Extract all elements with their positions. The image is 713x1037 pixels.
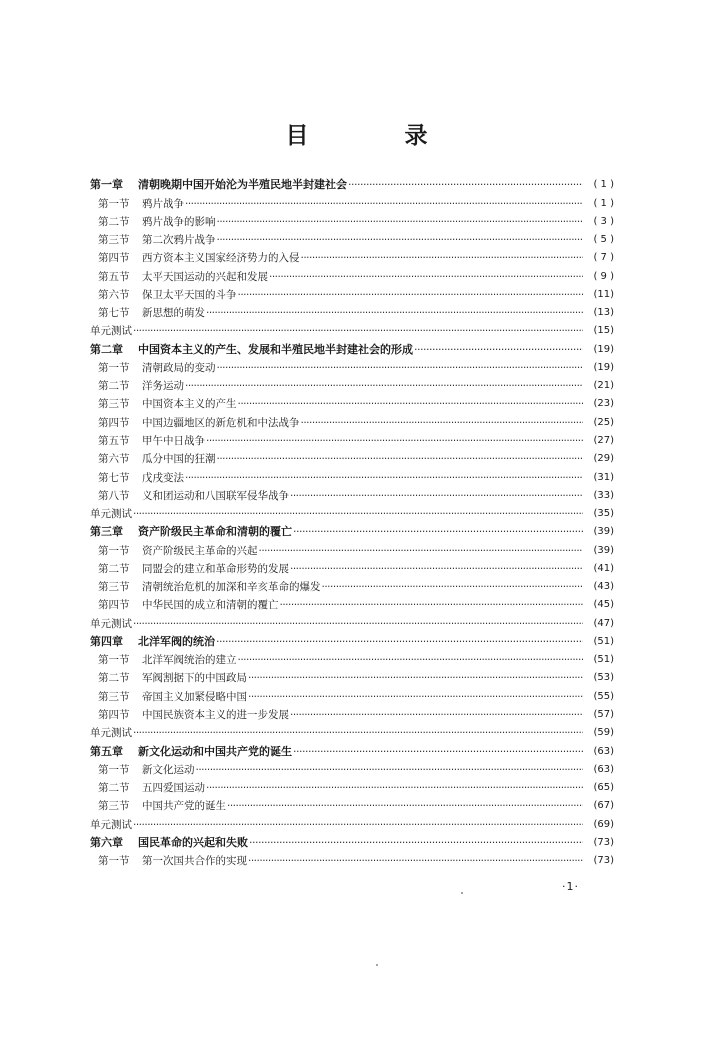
- toc-page-reference: (21): [593, 380, 614, 392]
- toc-page-reference: (45): [593, 599, 614, 611]
- toc-entry-number: 第四节: [98, 252, 130, 265]
- leader-dots: [216, 635, 583, 649]
- toc-entry-title: 新文化运动和中国共产党的诞生: [138, 744, 292, 758]
- toc-entry-title: 中华民国的成立和清朝的覆亡: [142, 599, 279, 612]
- toc-entry-title: 新文化运动: [142, 763, 195, 776]
- toc-entry-title: 中国资本主义的产生、发展和半殖民地半封建社会的形成: [138, 342, 413, 356]
- toc-section-entry: [90, 759, 614, 777]
- toc-page-reference: (39): [593, 526, 614, 538]
- leader-dots: [133, 617, 583, 631]
- leader-dots: [248, 690, 583, 704]
- leader-dots: [248, 671, 583, 685]
- leader-dots: [206, 434, 583, 448]
- toc-page-reference: ( 5 ): [593, 234, 614, 246]
- toc-entry-title: 清朝政局的变动: [142, 361, 216, 374]
- toc-entry-number: 第四节: [98, 599, 130, 612]
- toc-section-entry: [90, 357, 614, 375]
- leader-dots: [280, 598, 584, 612]
- toc-entry-title: 鸦片战争的影响: [142, 215, 216, 228]
- toc-entry-title: 单元测试: [90, 727, 132, 740]
- leader-dots: [293, 525, 583, 539]
- leader-dots: [206, 781, 583, 795]
- toc-section-entry: [90, 192, 614, 210]
- toc-entry-number: 第一章: [90, 178, 123, 192]
- toc-page-reference: (51): [593, 654, 614, 666]
- toc-entry-number: 第一节: [98, 197, 130, 210]
- toc-section-entry: [90, 558, 614, 576]
- leader-dots: [248, 854, 583, 868]
- leader-dots: [133, 507, 583, 521]
- toc-page-reference: (11): [593, 288, 614, 300]
- toc-entry-title: 资产阶级民主革命的兴起: [142, 544, 258, 557]
- toc-entry-title: 中国边疆地区的新危机和中法战争: [142, 416, 300, 429]
- leader-dots: [290, 562, 583, 576]
- toc-page-reference: (73): [593, 836, 614, 848]
- toc-entry-title: 清朝统治危机的加深和辛亥革命的爆发: [142, 581, 321, 594]
- toc-entry-title: 同盟会的建立和革命形势的发展: [142, 562, 289, 575]
- toc-page-reference: (59): [593, 727, 614, 739]
- toc-page-reference: (67): [593, 800, 614, 812]
- toc-page-reference: (35): [593, 508, 614, 520]
- toc-section-entry: [90, 448, 614, 466]
- toc-page-reference: (39): [593, 544, 614, 556]
- leader-dots: [185, 379, 583, 393]
- toc-chapter-entry: [90, 174, 614, 192]
- leader-dots: [217, 215, 584, 229]
- toc-section-entry: [90, 430, 614, 448]
- toc-entry-title: 单元测试: [90, 818, 132, 831]
- toc-entry-title: 帝国主义加紧侵略中国: [142, 690, 247, 703]
- toc-page-reference: (73): [593, 855, 614, 867]
- toc-page-reference: (33): [593, 489, 614, 501]
- toc-page-reference: ( 9 ): [593, 270, 614, 282]
- toc-page-reference: (51): [593, 635, 614, 647]
- leader-dots: [238, 397, 584, 411]
- toc-entry-number: 第一节: [98, 654, 130, 667]
- toc-entry-number: 第四章: [90, 634, 123, 648]
- toc-section-entry: [90, 485, 614, 503]
- leader-dots: [348, 178, 583, 192]
- toc-entry-number: 第三节: [98, 234, 130, 247]
- toc-test-entry: [90, 813, 614, 831]
- toc-page-reference: (65): [593, 782, 614, 794]
- toc-entry-title: 北洋军阀的统治: [138, 634, 215, 648]
- toc-section-entry: [90, 576, 614, 594]
- toc-section-entry: [90, 777, 614, 795]
- toc-entry-title: 瓜分中国的狂潮: [142, 453, 216, 466]
- toc-section-entry: [90, 265, 614, 283]
- toc-section-entry: [90, 685, 614, 703]
- leader-dots: [133, 324, 583, 338]
- page-number: ·1·: [562, 880, 579, 893]
- leader-dots: [206, 306, 583, 320]
- toc-entry-number: 第四节: [98, 708, 130, 721]
- toc-entry-title: 北洋军阀统治的建立: [142, 654, 237, 667]
- leader-dots: [185, 471, 583, 485]
- toc-entry-number: 第三节: [98, 800, 130, 813]
- toc-entry-number: 第六节: [98, 453, 130, 466]
- toc-section-entry: [90, 247, 614, 265]
- table-of-contents: [90, 174, 614, 868]
- toc-entry-title: 保卫太平天国的斗争: [142, 288, 237, 301]
- toc-entry-number: 第一节: [98, 763, 130, 776]
- toc-entry-number: 第六章: [90, 835, 123, 849]
- toc-entry-title: 甲午中日战争: [142, 434, 205, 447]
- toc-test-entry: [90, 320, 614, 338]
- toc-page-reference: (57): [593, 708, 614, 720]
- toc-entry-number: 第七节: [98, 307, 130, 320]
- toc-entry-title: 第一次国共合作的实现: [142, 855, 247, 868]
- toc-test-entry: [90, 612, 614, 630]
- toc-page-reference: (19): [593, 361, 614, 373]
- leader-dots: [196, 763, 584, 777]
- page-title: 目 录: [285, 123, 472, 149]
- toc-section-entry: [90, 284, 614, 302]
- leader-dots: [238, 288, 584, 302]
- toc-entry-number: 第二章: [90, 342, 123, 356]
- toc-section-entry: [90, 649, 614, 667]
- toc-chapter-entry: [90, 631, 614, 649]
- toc-section-entry: [90, 393, 614, 411]
- toc-section-entry: [90, 539, 614, 557]
- toc-test-entry: [90, 503, 614, 521]
- toc-page-reference: (43): [593, 581, 614, 593]
- toc-entry-number: 第三节: [98, 398, 130, 411]
- toc-entry-title: 第二次鸦片战争: [142, 234, 216, 247]
- toc-entry-title: 戊戌变法: [142, 471, 184, 484]
- toc-page-reference: (53): [593, 672, 614, 684]
- leader-dots: [238, 653, 584, 667]
- leader-dots: [185, 197, 583, 211]
- toc-page-reference: (27): [593, 434, 614, 446]
- toc-entry-number: 第一节: [98, 361, 130, 374]
- leader-dots: [322, 580, 584, 594]
- toc-chapter-entry: [90, 832, 614, 850]
- toc-entry-title: 单元测试: [90, 508, 132, 521]
- toc-section-entry: [90, 850, 614, 868]
- leader-dots: [133, 726, 583, 740]
- toc-entry-title: 中国共产党的诞生: [142, 800, 226, 813]
- toc-chapter-entry: [90, 338, 614, 356]
- toc-section-entry: [90, 375, 614, 393]
- toc-page-reference: (47): [593, 617, 614, 629]
- leader-dots: [259, 544, 584, 558]
- scan-speck: [461, 892, 463, 894]
- leader-dots: [290, 489, 583, 503]
- toc-section-entry: [90, 704, 614, 722]
- toc-entry-number: 第八节: [98, 489, 130, 502]
- toc-page-reference: (63): [593, 763, 614, 775]
- toc-page-reference: ( 1 ): [593, 197, 614, 209]
- toc-page-reference: (29): [593, 453, 614, 465]
- toc-chapter-entry: [90, 740, 614, 758]
- toc-entry-number: 第五节: [98, 270, 130, 283]
- toc-section-entry: [90, 411, 614, 429]
- toc-entry-title: 资产阶级民主革命和清朝的覆亡: [138, 525, 292, 539]
- leader-dots: [301, 251, 584, 265]
- toc-entry-number: 第七节: [98, 471, 130, 484]
- toc-entry-number: 第五章: [90, 744, 123, 758]
- toc-chapter-entry: [90, 521, 614, 539]
- toc-page-reference: (15): [593, 325, 614, 337]
- toc-page-reference: ( 7 ): [593, 252, 614, 264]
- toc-entry-title: 义和团运动和八国联军侵华战争: [142, 489, 289, 502]
- leader-dots: [217, 361, 584, 375]
- toc-entry-title: 中国资本主义的产生: [142, 398, 237, 411]
- toc-page-reference: ( 3 ): [593, 215, 614, 227]
- toc-entry-number: 第六节: [98, 288, 130, 301]
- toc-page-reference: (55): [593, 690, 614, 702]
- leader-dots: [249, 836, 583, 850]
- toc-entry-number: 第三节: [98, 690, 130, 703]
- toc-page-reference: (41): [593, 562, 614, 574]
- toc-entry-title: 单元测试: [90, 617, 132, 630]
- toc-entry-title: 五四爱国运动: [142, 782, 205, 795]
- toc-entry-number: 第二节: [98, 672, 130, 685]
- toc-page-reference: (13): [593, 307, 614, 319]
- leader-dots: [217, 452, 584, 466]
- leader-dots: [227, 799, 583, 813]
- toc-section-entry: [90, 229, 614, 247]
- toc-entry-title: 国民革命的兴起和失败: [138, 835, 248, 849]
- toc-page-reference: (23): [593, 398, 614, 410]
- toc-entry-number: 第三节: [98, 581, 130, 594]
- toc-entry-number: 第五节: [98, 434, 130, 447]
- toc-entry-number: 第一节: [98, 855, 130, 868]
- toc-section-entry: [90, 795, 614, 813]
- toc-entry-number: 第二节: [98, 782, 130, 795]
- toc-entry-title: 鸦片战争: [142, 197, 184, 210]
- leader-dots: [414, 343, 583, 357]
- toc-entry-number: 第二节: [98, 380, 130, 393]
- toc-section-entry: [90, 594, 614, 612]
- toc-entry-title: 太平天国运动的兴起和发展: [142, 270, 268, 283]
- toc-entry-title: 清朝晚期中国开始沦为半殖民地半封建社会: [138, 178, 347, 192]
- toc-section-entry: [90, 211, 614, 229]
- toc-entry-number: 第三章: [90, 525, 123, 539]
- toc-page-reference: (25): [593, 416, 614, 428]
- toc-page-reference: (19): [593, 343, 614, 355]
- toc-entry-title: 军阀割据下的中国政局: [142, 672, 247, 685]
- toc-page-reference: ( 1 ): [593, 179, 614, 191]
- toc-test-entry: [90, 722, 614, 740]
- toc-section-entry: [90, 667, 614, 685]
- leader-dots: [293, 745, 583, 759]
- leader-dots: [133, 818, 583, 832]
- toc-page-reference: (69): [593, 818, 614, 830]
- toc-entry-number: 第二节: [98, 562, 130, 575]
- toc-entry-title: 新思想的萌发: [142, 307, 205, 320]
- toc-section-entry: [90, 466, 614, 484]
- leader-dots: [301, 416, 584, 430]
- leader-dots: [269, 270, 583, 284]
- toc-section-entry: [90, 302, 614, 320]
- toc-entry-title: 中国民族资本主义的进一步发展: [142, 708, 289, 721]
- toc-entry-title: 洋务运动: [142, 380, 184, 393]
- scan-speck: [376, 964, 378, 966]
- toc-page-reference: (31): [593, 471, 614, 483]
- toc-entry-title: 单元测试: [90, 325, 132, 338]
- toc-entry-number: 第二节: [98, 215, 130, 228]
- toc-page-reference: (63): [593, 745, 614, 757]
- toc-entry-number: 第一节: [98, 544, 130, 557]
- toc-entry-title: 西方资本主义国家经济势力的入侵: [142, 252, 300, 265]
- leader-dots: [217, 233, 584, 247]
- leader-dots: [290, 708, 583, 722]
- toc-entry-number: 第四节: [98, 416, 130, 429]
